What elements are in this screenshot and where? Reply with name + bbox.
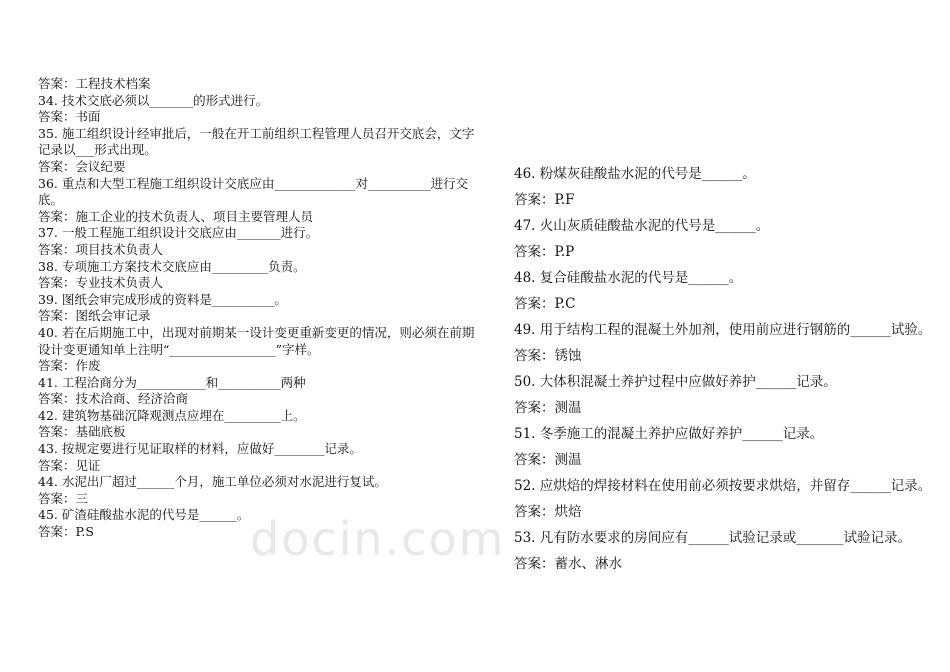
text-line: 48. 复合硅酸盐水泥的代号是______。 (514, 270, 743, 286)
text-line: 答案：工程技术档案 (38, 76, 151, 91)
text-line: 37. 一般工程施工组织设计交底应由_______进行。 (38, 225, 319, 241)
text-line: 答案：P.F (514, 192, 575, 208)
text-line: 设计变更通知单上注明“_________________”字样。 (38, 341, 320, 357)
text-line: 47. 火山灰质硅酸盐水泥的代号是______。 (514, 218, 770, 234)
text-line: 34. 技术交底必须以_______的形式进行。 (38, 92, 269, 108)
text-line: 答案：P.C (514, 296, 576, 312)
text-line: 35. 施工组织设计经审批后，一般在开工前组织工程管理人员召开交底会，文字 (38, 125, 475, 141)
text-line: 答案：测温 (514, 400, 582, 416)
text-line: 49. 用于结构工程的混凝土外加剂，使用前应进行钢筋的______试验。 (514, 322, 932, 338)
text-line: 44. 水泥出厂超过______个月，施工单位必须对水泥进行复试。 (38, 474, 387, 490)
right-column (514, 161, 932, 577)
text-line: 51. 冬季施工的混凝土养护应做好养护______记录。 (514, 426, 824, 442)
text-line: 答案：项目技术负责人 (38, 241, 164, 257)
text-line: 答案：P.S (38, 524, 94, 540)
text-line: 39. 图纸会审完成形成的资料是__________。 (38, 291, 287, 307)
text-line: 底。 (38, 192, 64, 208)
text-line: 答案：专业技术负责人 (38, 275, 164, 291)
text-line: 答案：会议纪要 (38, 158, 126, 174)
text-line: 答案：基础底板 (38, 424, 126, 440)
text-line: 答案：蓄水、淋水 (514, 556, 622, 572)
text-line: 45. 矿渣硅酸盐水泥的代号是______。 (38, 507, 250, 523)
text-line: 答案：P.P (514, 244, 575, 260)
text-line: 答案：见证 (38, 457, 101, 473)
text-line: 记录以___形式出现。 (38, 142, 157, 158)
text-line: 答案：测温 (514, 452, 582, 468)
text-line: 38. 专项施工方案技术交底应由_________负责。 (38, 258, 306, 274)
text-line: 答案：锈蚀 (514, 348, 582, 364)
left-column (38, 76, 518, 541)
text-line: 41. 工程洽商分为___________和__________两种 (38, 374, 306, 390)
text-line: 答案：施工企业的技术负责人、项目主要管理人员 (38, 208, 314, 224)
text-line: 52. 应烘焙的焊接材料在使用前必须按要求烘焙，并留存______记录。 (514, 478, 932, 494)
text-line: 答案：作废 (38, 358, 101, 374)
watermark: docin.com (250, 512, 506, 566)
text-line: 答案：图纸会审记录 (38, 308, 151, 324)
text-line: 答案：技术洽商、经济洽商 (38, 391, 189, 407)
text-line: 答案：三 (38, 490, 89, 506)
text-line: 答案：书面 (38, 109, 101, 125)
text-line: 53. 凡有防水要求的房间应有______试验记录或_______试验记录。 (514, 530, 912, 546)
text-line: 50. 大体积混凝土养护过程中应做好养护______记录。 (514, 374, 837, 390)
text-line: 43. 按规定要进行见证取样的材料，应做好________记录。 (38, 441, 362, 457)
text-line: 40. 若在后期施工中，出现对前期某一设计变更重新变更的情况，则必须在前期 (38, 324, 475, 340)
text-line: 答案：烘焙 (514, 504, 582, 520)
text-line: 42. 建筑物基础沉降观测点应埋在_________上。 (38, 407, 306, 423)
text-line: 46. 粉煤灰硅酸盐水泥的代号是______。 (514, 166, 756, 182)
text-line: 36. 重点和大型工程施工组织设计交底应由_____________对__________进行交 (38, 175, 469, 191)
